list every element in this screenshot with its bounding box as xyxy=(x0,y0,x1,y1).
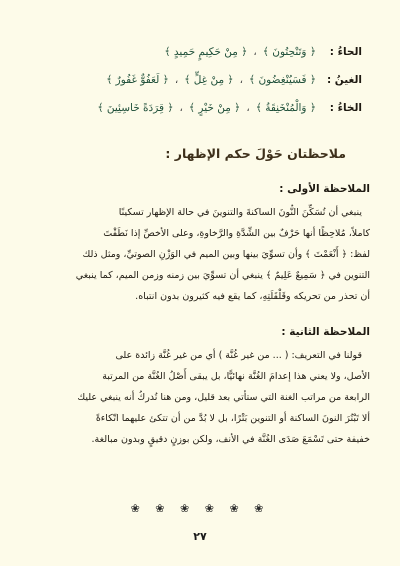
quran-word: ﴿ مِنْ حَكِيمٍ حَمِيدٍ ﴾ xyxy=(164,46,248,58)
text-line: ينبغي أن تُسَكِّنَ النُّونَ الساكنةَ والتنوينَ في حالة الإظهار تسكينًا xyxy=(118,207,362,218)
text-line: أن تحذر من تحريكه وقَلْقَلَتِهِ، كما يقع فيه كثيرون بدون انتباه. xyxy=(135,291,370,302)
examples-list xyxy=(26,42,374,126)
ornament-divider: ❀ ❀ ❀ ❀ ❀ ❀ xyxy=(130,502,270,515)
note-2-body xyxy=(26,345,374,450)
quran-word: ﴿ وَالْمُنْخَنِقَةُ ﴾ xyxy=(255,102,316,114)
example-haa xyxy=(26,42,362,70)
section-heading: ملاحظتان حَوْلَ حكم الإظهار : xyxy=(165,146,346,161)
separator: ، xyxy=(246,102,250,114)
quran-word: ﴿ فَسَيُنْغِضُونَ ﴾ xyxy=(248,74,316,86)
quran-word: ﴿ مِنْ غِلٍّ ﴾ xyxy=(184,74,234,86)
text-line: التنوين في ﴿ سَمِيعٌ عَلِيمٌ ﴾ ينبغي أن تسوِّيَ بين زمنه وزمن الميم، كما ينبغي xyxy=(75,270,370,281)
quran-word: ﴿ مِنْ خَيْرٍ ﴾ xyxy=(188,102,241,114)
example-letter: الغينُ : xyxy=(326,74,362,86)
text-line: الرابعة من مراتب الغنة التي ستأتي بعد قليل، ومن هنا تُدركُ أنه ينبغي عليك xyxy=(77,392,370,403)
example-letter: الخاءُ : xyxy=(329,102,362,114)
text-line: ألا تَبْتُرَ النونَ الساكنة أو التنوين بَتْرًا، بل لا بُدَّ من أن تتكئ عليهما اتّكاءةً xyxy=(95,413,370,424)
separator: ، xyxy=(253,46,257,58)
text-line: قولنا في التعريف: ( ... من غير غُنَّة ) أي من غير غُنَّة زائدة على xyxy=(115,350,362,361)
note-2-title: الملاحظة الثانية : xyxy=(281,326,370,338)
example-ghain xyxy=(26,70,362,98)
text-line: الأصل، ولا يعني هذا إعدامَ الغُنَّة نهائيًّا، بل يبقى أَصْلُ الغُنَّة من المرتبة xyxy=(102,371,370,382)
text-line: خفيفة حتى تَسْمَعَ صَدَى الغُنَّة في الأنف، ولكن بوزنٍ دقيقٍ وبدون مبالغة. xyxy=(91,434,370,445)
example-letter: الحاءُ : xyxy=(329,46,362,58)
text-line: كاملاً، مُلاحِظًا أنها حَرْفٌ بين الشِّدَّةِ والرَّخاوةِ، وعلى الأخصِّ إذا نَطَقْتَ xyxy=(103,228,370,239)
page-number: ٢٧ xyxy=(193,530,207,543)
separator: ، xyxy=(239,74,243,86)
note-1-body xyxy=(26,202,374,307)
note-1-title: الملاحظة الأولى : xyxy=(279,183,370,195)
text-line: لفظ: ﴿ أَنْعَمْتَ ﴾ وأن تسوِّيَ بينها وبين الميم في الوَزْنِ الصوتيِّ، ومثل ذلك xyxy=(82,249,370,260)
separator: ، xyxy=(174,74,179,86)
example-khaa xyxy=(26,98,362,126)
quran-word: ﴿ قِرَدَةً خَاسِئِينَ ﴾ xyxy=(97,102,174,114)
quran-word: ﴿ لَعَفُوٌّ غَفُورٌ ﴾ xyxy=(106,74,169,86)
quran-word: ﴿ وَتَنْحِتُونَ ﴾ xyxy=(262,46,316,58)
separator: ، xyxy=(179,102,183,114)
